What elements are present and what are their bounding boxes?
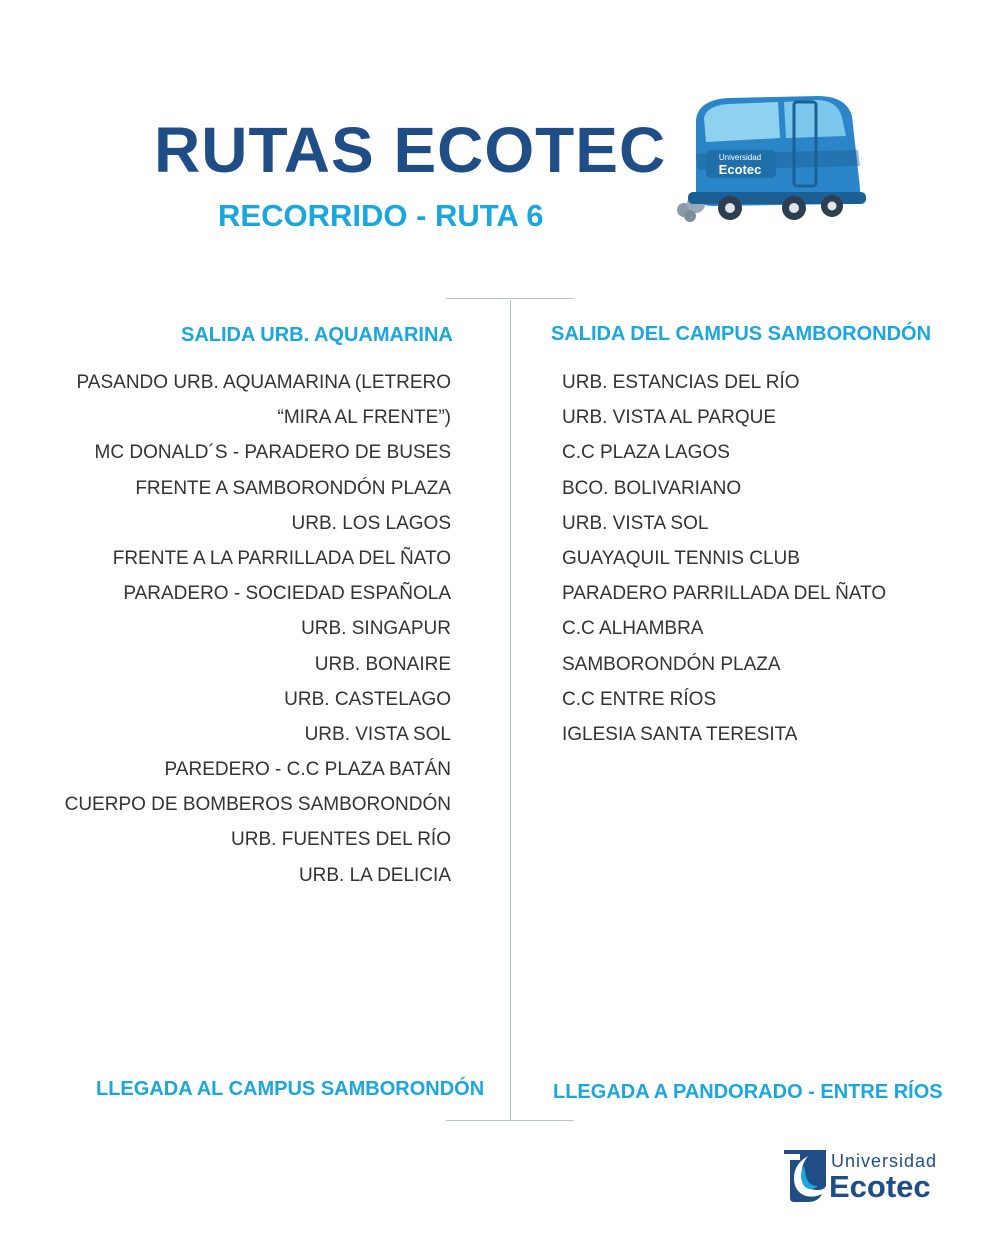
- list-item: MC DONALD´S - PARADERO DE BUSES: [94, 442, 451, 464]
- divider-vertical: [510, 300, 511, 1120]
- list-item: SAMBORONDÓN PLAZA: [562, 653, 781, 675]
- list-item: GUAYAQUIL TENNIS CLUB: [562, 547, 800, 569]
- page-subtitle: RECORRIDO - RUTA 6: [218, 198, 544, 233]
- list-item: PAREDERO - C.C PLAZA BATÁN: [164, 759, 451, 781]
- bus-badge-small: Universidad: [718, 153, 762, 162]
- right-stop-list: [562, 372, 886, 759]
- logo-text-small: Universidad: [831, 1151, 938, 1171]
- right-column-footer: LLEGADA A PANDORADO - ENTRE RÍOS: [553, 1081, 943, 1103]
- list-item: C.C PLAZA LAGOS: [562, 442, 730, 464]
- right-column-heading: SALIDA DEL CAMPUS SAMBORONDÓN: [551, 323, 932, 345]
- list-item: FRENTE A LA PARRILLADA DEL ÑATO: [112, 547, 451, 569]
- list-item: URB. LA DELICIA: [298, 864, 451, 886]
- list-item: BCO. BOLIVARIANO: [562, 477, 742, 499]
- list-item: URB. CASTELAGO: [284, 688, 451, 710]
- bus-badge-big: Ecotec: [718, 162, 762, 177]
- list-item: URB. VISTA AL PARQUE: [562, 407, 776, 429]
- left-column-footer: LLEGADA AL CAMPUS SAMBORONDÓN: [96, 1078, 485, 1100]
- list-item: PARADERO PARRILLADA DEL ÑATO: [562, 583, 887, 605]
- list-item: FRENTE A SAMBORONDÓN PLAZA: [135, 477, 451, 499]
- list-item: URB. FUENTES DEL RÍO: [231, 829, 451, 851]
- list-item: PARADERO - SOCIEDAD ESPAÑOLA: [123, 583, 451, 605]
- list-item: CUERPO DE BOMBEROS SAMBORONDÓN: [64, 794, 451, 816]
- left-column-heading: SALIDA URB. AQUAMARINA: [181, 324, 453, 346]
- list-item: URB. VISTA SOL: [562, 512, 709, 534]
- list-item: “MIRA AL FRENTE”): [277, 407, 451, 429]
- list-item: C.C ENTRE RÍOS: [562, 688, 717, 710]
- list-item: IGLESIA SANTA TERESITA: [562, 723, 798, 745]
- list-item: URB. VISTA SOL: [304, 723, 451, 745]
- divider-bottom: [446, 1120, 574, 1121]
- divider-top: [446, 298, 574, 299]
- left-stop-list: [65, 372, 451, 900]
- list-item: URB. LOS LAGOS: [291, 512, 451, 534]
- ecotec-logo: [778, 1144, 964, 1206]
- bus-icon: [668, 92, 868, 232]
- list-item: URB. BONAIRE: [314, 653, 451, 675]
- page-title: RUTAS ECOTEC: [154, 114, 667, 186]
- logo-text-big: Ecotec: [829, 1169, 931, 1204]
- list-item: URB. ESTANCIAS DEL RÍO: [562, 372, 800, 393]
- list-item: C.C ALHAMBRA: [562, 618, 704, 640]
- list-item: PASANDO URB. AQUAMARINA (LETRERO: [76, 372, 451, 393]
- ecotec-logo-icon: [778, 1146, 828, 1204]
- list-item: URB. SINGAPUR: [301, 618, 451, 640]
